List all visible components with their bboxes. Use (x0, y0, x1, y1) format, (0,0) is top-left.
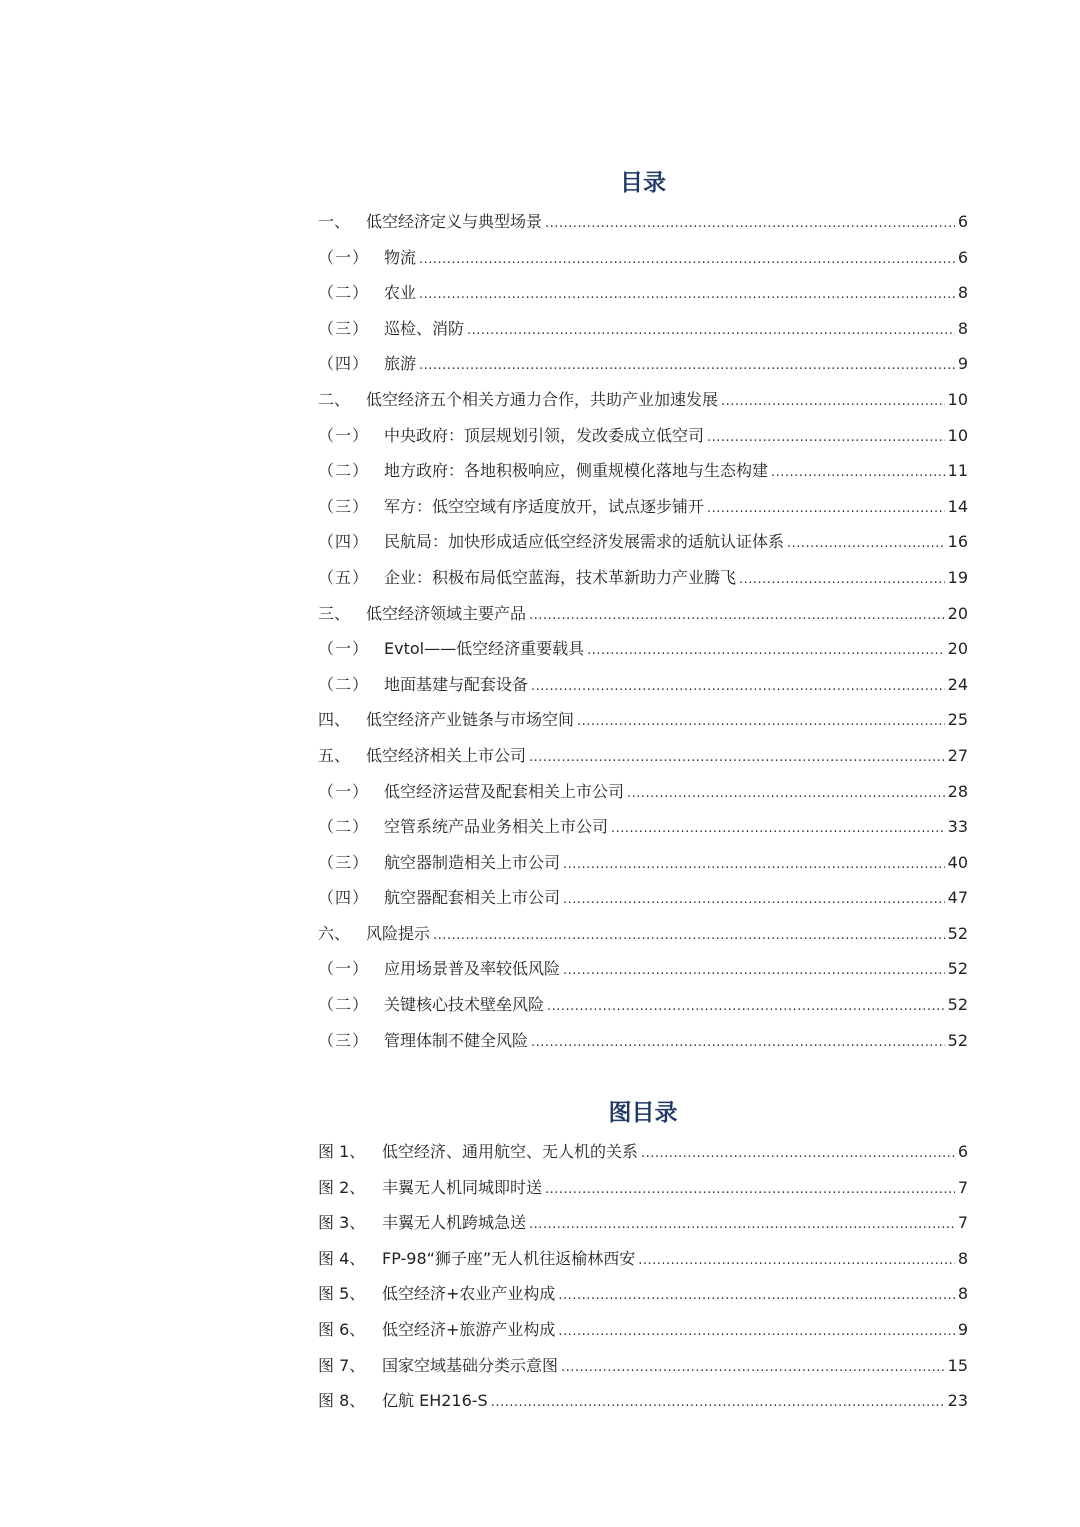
toc-entry[interactable] (318, 916, 968, 952)
entry-title: 丰翼无人机同城即时送 (382, 1177, 543, 1197)
entry-title: 民航局：加快形成适应低空经济发展需求的适航认证体系 (384, 532, 785, 552)
entry-title: 关键核心技术壁垒风险 (384, 995, 545, 1015)
toc-entry[interactable] (318, 738, 968, 774)
entry-title: 地面基建与配套设备 (384, 674, 529, 694)
page-number: 11 (947, 461, 968, 481)
entry-number: （一） (318, 425, 370, 445)
entry-title: 企业：积极布局低空蓝海，技术革新助力产业腾飞 (384, 567, 737, 587)
dot-leader (787, 526, 945, 562)
toc-entry[interactable] (318, 809, 968, 845)
page-number: 47 (947, 888, 968, 908)
entry-title: 风险提示 (366, 923, 431, 943)
page-number: 52 (947, 959, 968, 979)
toc-entry[interactable] (318, 346, 968, 382)
page-number: 52 (947, 923, 968, 943)
entry-title: Evtol——低空经济重要载具 (384, 639, 585, 659)
figure-entry[interactable] (318, 1205, 968, 1241)
toc-entry[interactable] (318, 204, 968, 240)
toc-entry[interactable] (318, 845, 968, 881)
entry-number: （四） (318, 532, 370, 552)
dot-leader (419, 348, 955, 384)
dot-leader (529, 598, 945, 634)
dot-leader (611, 811, 945, 847)
entry-number: （二） (318, 995, 370, 1015)
toc-title: 目录 (620, 170, 666, 196)
entry-title: 航空器制造相关上市公司 (384, 852, 561, 872)
entry-number: （一） (318, 639, 370, 659)
toc-entry[interactable] (318, 596, 968, 632)
dot-leader (545, 1172, 955, 1208)
page-number: 40 (947, 852, 968, 872)
figure-entry[interactable] (318, 1134, 968, 1170)
dot-leader (491, 1385, 945, 1421)
figure-entry[interactable] (318, 1241, 968, 1277)
entry-title: 低空经济产业链条与市场空间 (366, 710, 575, 730)
entry-number: （二） (318, 283, 370, 303)
entry-number: 二、 (318, 389, 351, 409)
page-number: 6 (957, 212, 968, 231)
page-number: 28 (947, 781, 968, 801)
dot-leader (419, 242, 955, 278)
dot-leader (739, 562, 945, 598)
entry-title: 农业 (384, 283, 417, 303)
page-number: 27 (947, 745, 968, 765)
dot-leader (563, 882, 945, 918)
toc-entry[interactable] (318, 275, 968, 311)
dot-leader (563, 953, 945, 989)
page-number: 6 (957, 247, 968, 267)
dot-leader (577, 704, 945, 740)
entry-number: （一） (318, 247, 370, 267)
dot-leader (638, 1243, 955, 1279)
page-number: 8 (957, 283, 968, 303)
figure-index-list (318, 1134, 968, 1419)
entry-title: 低空经济+旅游产业构成 (382, 1319, 556, 1339)
toc-entry[interactable] (318, 489, 968, 525)
entry-title: 低空经济领域主要产品 (366, 603, 527, 623)
toc-entry[interactable] (318, 524, 968, 560)
entry-number: 图 7、 (318, 1355, 366, 1375)
entry-number: （二） (318, 461, 370, 481)
page-number: 9 (957, 1319, 968, 1339)
dot-leader (529, 1207, 955, 1243)
entry-number: 图 6、 (318, 1319, 366, 1339)
page-number: 10 (947, 425, 968, 445)
entry-number: （一） (318, 959, 370, 979)
dot-leader (433, 918, 945, 954)
toc-entry[interactable] (318, 560, 968, 596)
entry-number: （一） (318, 781, 370, 801)
entry-title: 航空器配套相关上市公司 (384, 888, 561, 908)
page-number: 52 (947, 995, 968, 1015)
page-number: 10 (947, 389, 968, 409)
figure-entry[interactable] (318, 1348, 968, 1384)
toc-entry[interactable] (318, 774, 968, 810)
figure-entry[interactable] (318, 1276, 968, 1312)
page-number: 16 (947, 532, 968, 552)
toc-entry[interactable] (318, 667, 968, 703)
entry-title: 低空经济+农业产业构成 (382, 1284, 556, 1304)
page-number: 7 (957, 1177, 968, 1197)
entry-title: FP-98“狮子座”无人机往返榆林西安 (382, 1248, 636, 1268)
dot-leader (707, 491, 945, 527)
entry-title: 军方：低空空域有序适度放开，试点逐步铺开 (384, 496, 705, 516)
page-number: 8 (957, 1248, 968, 1268)
entry-number: 图 8、 (318, 1391, 366, 1411)
entry-title: 低空经济相关上市公司 (366, 745, 527, 765)
entry-title: 地方政府：各地积极响应，侧重规模化落地与生态构建 (384, 461, 769, 481)
dot-leader (707, 420, 945, 456)
page-number: 7 (957, 1213, 968, 1233)
dot-leader (563, 847, 945, 883)
entry-number: 三、 (318, 603, 351, 623)
toc-list (318, 204, 968, 1058)
toc-entry[interactable] (318, 453, 968, 489)
entry-title: 中央政府：顶层规划引领，发改委成立低空司 (384, 425, 705, 445)
toc-entry[interactable] (318, 418, 968, 454)
dot-leader (771, 455, 945, 491)
entry-number: 图 3、 (318, 1213, 366, 1233)
dot-leader (547, 989, 945, 1025)
dot-leader (419, 277, 955, 313)
entry-number: （三） (318, 318, 370, 338)
figure-entry[interactable] (318, 1312, 968, 1348)
entry-title: 低空经济、通用航空、无人机的关系 (382, 1142, 639, 1161)
entry-number: （四） (318, 888, 370, 908)
page-number: 8 (957, 1284, 968, 1304)
toc-entry[interactable] (318, 1023, 968, 1059)
dot-leader (627, 776, 945, 812)
dot-leader (561, 1350, 945, 1386)
page-number: 20 (947, 639, 968, 659)
dot-leader (467, 313, 955, 349)
entry-number: 图 5、 (318, 1284, 366, 1304)
entry-title: 低空经济运营及配套相关上市公司 (384, 781, 625, 801)
entry-title: 低空经济五个相关方通力合作，共助产业加速发展 (366, 389, 719, 409)
entry-title: 巡检、消防 (384, 318, 465, 338)
page-number: 6 (957, 1142, 968, 1161)
entry-title: 管理体制不健全风险 (384, 1030, 529, 1050)
page-number: 20 (947, 603, 968, 623)
toc-entry[interactable] (318, 951, 968, 987)
entry-number: （五） (318, 567, 370, 587)
entry-number: 图 4、 (318, 1248, 366, 1268)
figure-entry[interactable] (318, 1383, 968, 1419)
entry-number: 五、 (318, 745, 351, 765)
toc-entry[interactable] (318, 240, 968, 276)
entry-number: （二） (318, 817, 370, 837)
page-number: 14 (947, 496, 968, 516)
toc-entry[interactable] (318, 631, 968, 667)
toc-entry[interactable] (318, 311, 968, 347)
entry-title: 旅游 (384, 354, 417, 374)
toc-entry[interactable] (318, 880, 968, 916)
page-number: 15 (947, 1355, 968, 1375)
entry-number: 四、 (318, 710, 351, 730)
toc-entry[interactable] (318, 987, 968, 1023)
entry-number: （四） (318, 354, 370, 374)
dot-leader (641, 1136, 955, 1172)
entry-title: 亿航 EH216-S (382, 1391, 488, 1411)
page-number: 8 (957, 318, 968, 338)
dot-leader (587, 633, 945, 669)
page-number: 23 (947, 1391, 968, 1411)
dot-leader (531, 1025, 945, 1061)
page-number: 19 (947, 567, 968, 587)
toc-entry[interactable] (318, 382, 968, 418)
toc-entry[interactable] (318, 702, 968, 738)
page-number: 9 (957, 354, 968, 374)
dot-leader (529, 740, 945, 776)
dot-leader (558, 1278, 954, 1314)
entry-number: 一、 (318, 212, 351, 231)
entry-title: 空管系统产品业务相关上市公司 (384, 817, 609, 837)
page-number: 33 (947, 817, 968, 837)
entry-number: 图 1、 (318, 1142, 366, 1161)
page-number: 25 (947, 710, 968, 730)
figure-entry[interactable] (318, 1170, 968, 1206)
entry-title: 应用场景普及率较低风险 (384, 959, 561, 979)
entry-number: （三） (318, 496, 370, 516)
figure-index-title: 图目录 (608, 1100, 678, 1126)
entry-number: 六、 (318, 923, 351, 943)
dot-leader (531, 669, 945, 705)
entry-number: 图 2、 (318, 1177, 366, 1197)
dot-leader (721, 384, 945, 420)
page-number: 24 (947, 674, 968, 694)
entry-title: 低空经济定义与典型场景 (366, 212, 543, 231)
entry-number: （二） (318, 674, 370, 694)
entry-number: （三） (318, 852, 370, 872)
dot-leader (558, 1314, 954, 1350)
page-number: 52 (947, 1030, 968, 1050)
entry-title: 物流 (384, 247, 417, 267)
dot-leader (545, 206, 955, 242)
entry-title: 丰翼无人机跨城急送 (382, 1213, 527, 1233)
entry-title: 国家空域基础分类示意图 (382, 1355, 559, 1375)
entry-number: （三） (318, 1030, 370, 1050)
